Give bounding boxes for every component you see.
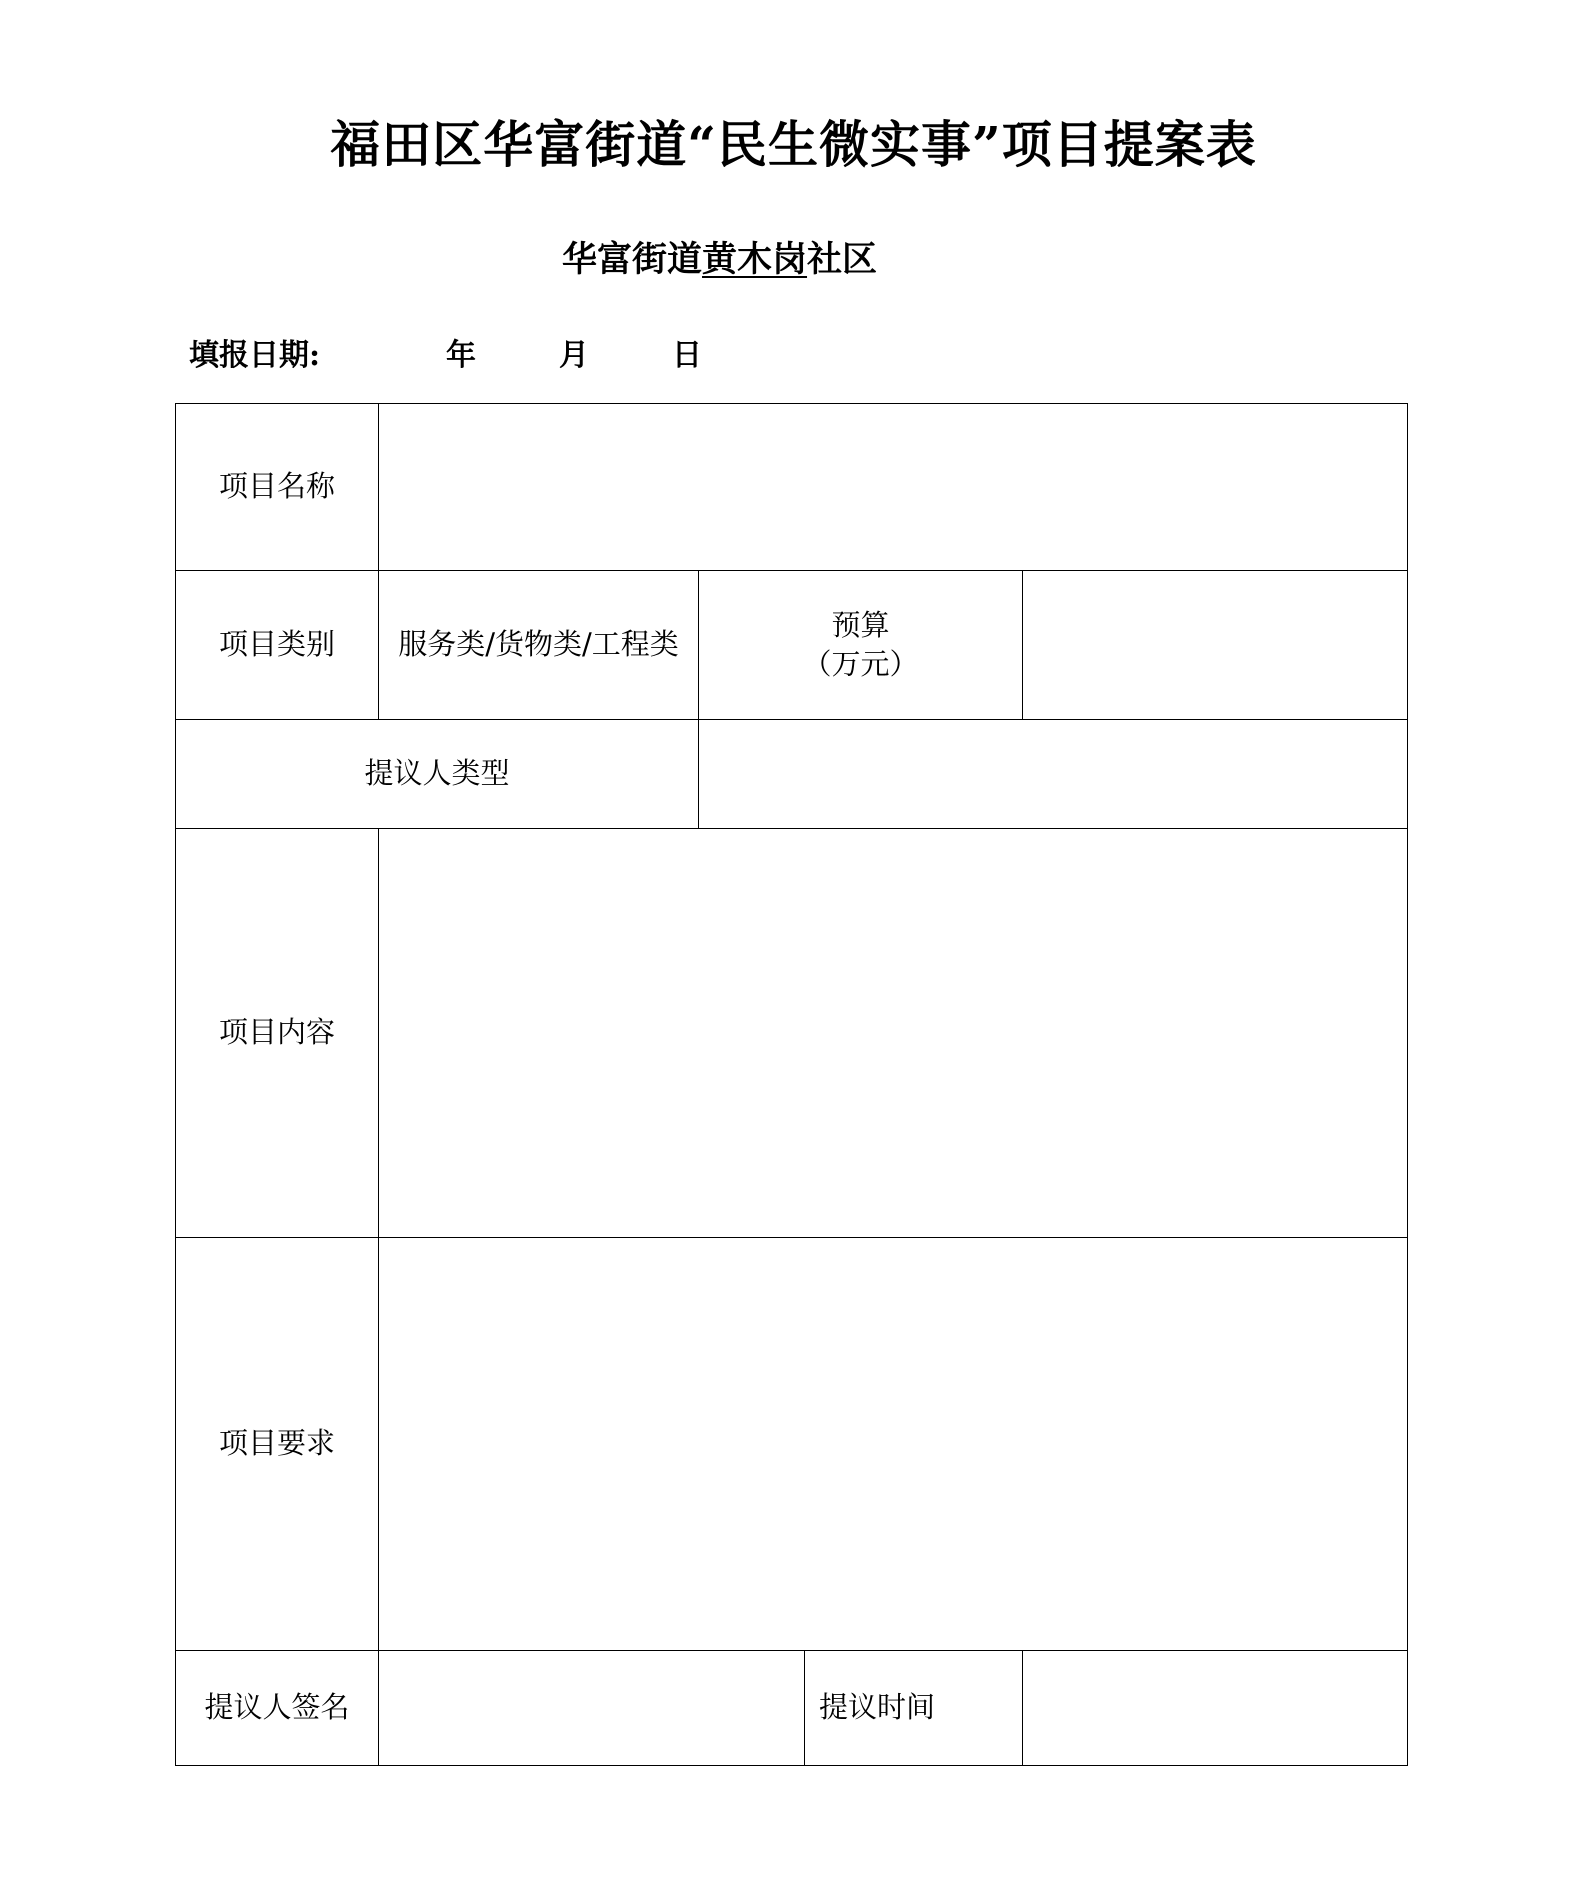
project-name-field[interactable] [379,404,1408,571]
row-proposer-type [176,720,1408,829]
proposal-time-field[interactable] [1023,1651,1408,1766]
subtitle-suffix: 社区 [807,239,878,280]
subtitle-prefix: 华富街道 [562,239,703,280]
fill-date-year: 年 [446,338,476,373]
project-name-label: 项目名称 [176,404,379,571]
proposer-signature-label: 提议人签名 [176,1651,379,1766]
community-name: 黄木岗 [702,239,808,280]
project-requirements-field[interactable] [379,1238,1408,1651]
row-project-content [176,829,1408,1238]
proposal-form-table [175,403,1408,1766]
budget-label-cell [699,571,1023,720]
page-title: 福田区华富街道“民生微实事”项目提案表 [330,115,1257,174]
project-requirements-label: 项目要求 [176,1238,379,1651]
project-content-label: 项目内容 [176,829,379,1238]
budget-field[interactable] [1023,571,1408,720]
budget-unit: （万元） [802,647,919,681]
project-content-field[interactable] [379,829,1408,1238]
row-project-requirements [176,1238,1408,1651]
community-subtitle [562,232,877,282]
fill-date-day: 日 [672,338,702,373]
proposer-type-label: 提议人类型 [176,720,699,829]
project-category-label: 项目类别 [176,571,379,720]
proposal-time-label: 提议时间 [805,1651,1023,1766]
row-signature [176,1651,1408,1766]
proposer-signature-field[interactable] [379,1651,805,1766]
fill-date-month: 月 [559,338,589,373]
fill-date-label: 填报日期: [189,338,321,373]
budget-label: 预算 [831,607,890,642]
project-category-options[interactable]: 服务类/货物类/工程类 [379,571,699,720]
row-project-category [176,571,1408,720]
proposer-type-field[interactable] [699,720,1408,829]
row-project-name [176,404,1408,571]
